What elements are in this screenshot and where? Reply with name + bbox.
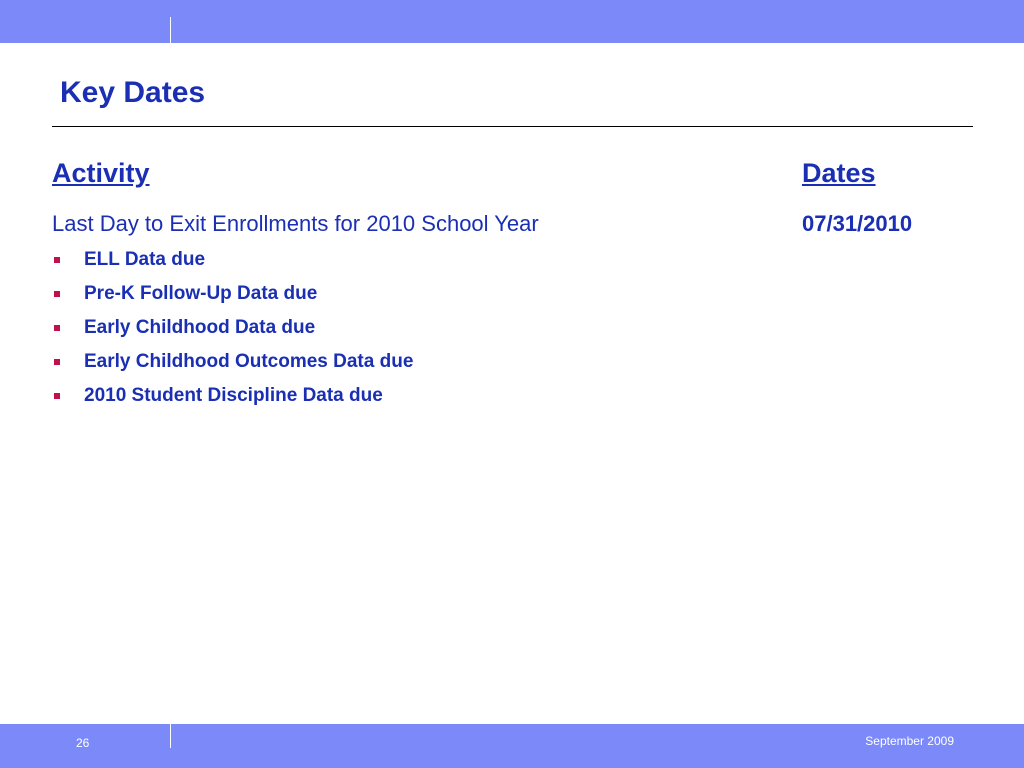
header-divider <box>170 17 171 43</box>
list-item <box>52 314 413 348</box>
list-item-text: Early Childhood Outcomes Data due <box>84 351 414 372</box>
slide-title: Key Dates <box>60 76 206 109</box>
slide-number: 26 <box>76 736 90 750</box>
list-item-text: 2010 Student Discipline Data due <box>84 385 383 406</box>
main-date: 07/31/2010 <box>802 211 913 236</box>
square-bullet-icon <box>54 359 60 365</box>
activity-column-header: Activity <box>52 158 150 188</box>
header-bar <box>0 0 1024 43</box>
dates-column-header: Dates <box>802 158 876 188</box>
list-item <box>52 246 413 280</box>
footer-divider <box>170 724 171 748</box>
list-item <box>52 382 413 416</box>
square-bullet-icon <box>54 291 60 297</box>
list-item-text: Pre-K Follow-Up Data due <box>84 283 318 304</box>
list-item-text: Early Childhood Data due <box>84 317 316 338</box>
list-item <box>52 280 413 314</box>
main-activity: Last Day to Exit Enrollments for 2010 School Year <box>52 211 539 236</box>
square-bullet-icon <box>54 257 60 263</box>
square-bullet-icon <box>54 393 60 399</box>
list-item <box>52 348 413 382</box>
title-rule <box>52 126 973 127</box>
square-bullet-icon <box>54 325 60 331</box>
footer-date: September 2009 <box>865 734 954 748</box>
footer-bar <box>0 724 1024 768</box>
activity-list <box>52 246 413 416</box>
list-item-text: ELL Data due <box>84 249 206 270</box>
